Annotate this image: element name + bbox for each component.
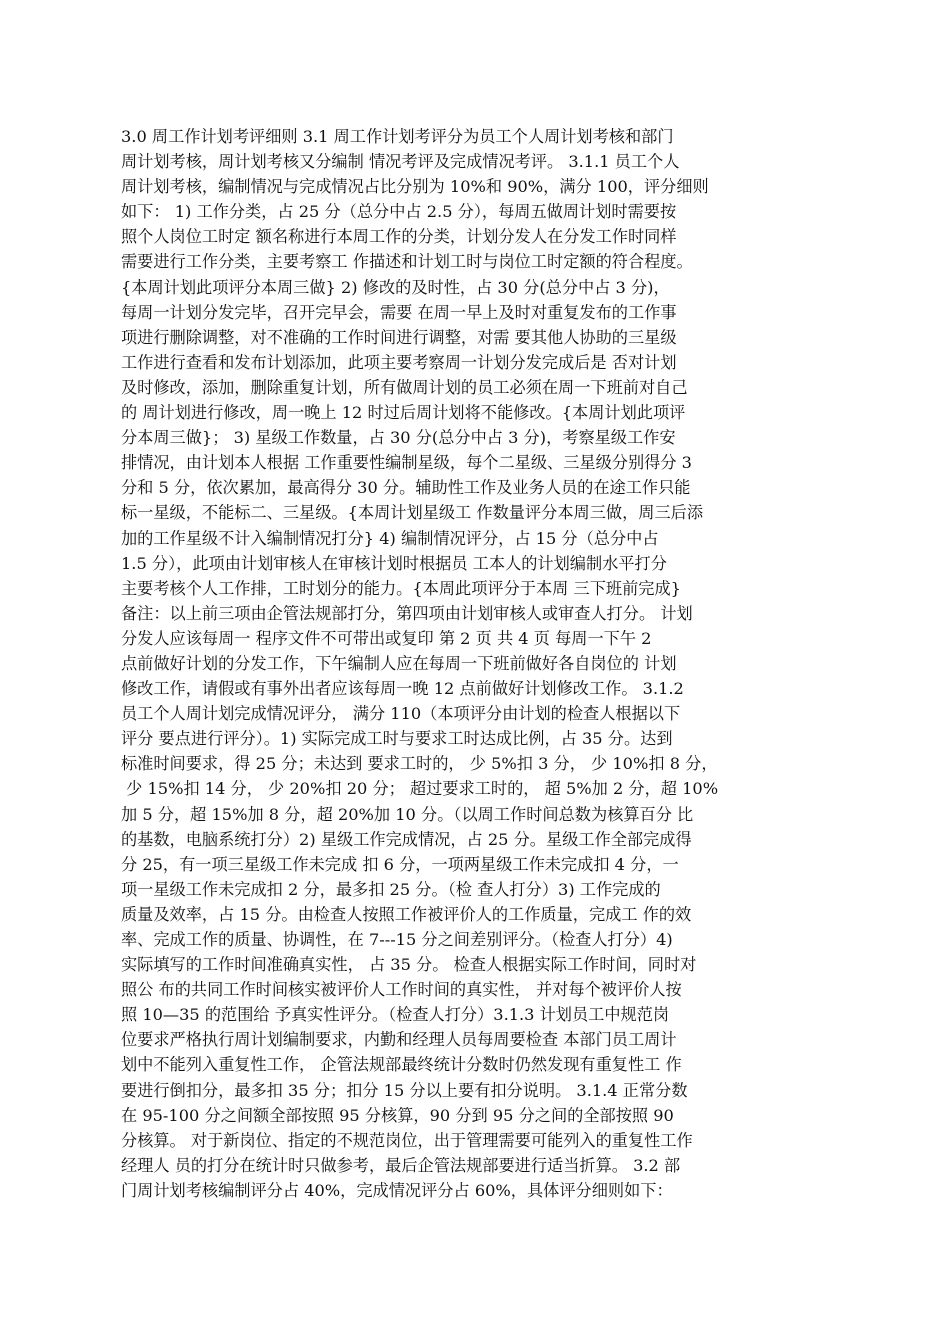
text-line: 分 25，有一项三星级工作未完成 扣 6 分，一项两星级工作未完成扣 4 分，一 <box>121 854 679 874</box>
text-line: 备注：以上前三项由企管法规部打分，第四项由计划审核人或审查人打分。 计划 <box>121 603 693 623</box>
text-line: 率、完成工作的质量、协调性，在 7---15 分之间差别评分。（检查人打分）4) <box>121 930 673 949</box>
text-line: 位要求严格执行周计划编制要求，内勤和经理人员每周要检查 本部门员工周计 <box>121 1030 677 1050</box>
text-line: 3.0 周工作计划考评细则 3.1 周工作计划考评分为员工个人周计划考核和部门 <box>121 127 674 146</box>
text-line: 分和 5 分，依次累加，最高得分 30 分。辅助性工作及业务人员的在途工作只能 <box>121 478 691 498</box>
text-line: {本周计划此项评分本周三做} 2) 修改的及时性，占 30 分(总分中占 3 分)， <box>121 277 670 297</box>
text-line: 经理人 员的打分在统计时只做参考，最后企管法规部要进行适当折算。 3.2 部 <box>121 1155 681 1175</box>
text-line: 要进行倒扣分，最多扣 35 分；扣分 15 分以上要有扣分说明。 3.1.4 正常分数 <box>121 1080 688 1100</box>
text-line: 主要考核个人工作排，工时划分的能力。{本周此项评分于本周 三下班前完成} <box>121 578 681 598</box>
text-line: 分核算。 对于新岗位、指定的不规范岗位，出于管理需要可能列入的重复性工作 <box>121 1130 693 1150</box>
text-line: 质量及效率，占 15 分。由检查人按照工作被评价人的工作质量，完成工 作的效 <box>121 904 692 924</box>
text-line: 项一星级工作未完成扣 2 分，最多扣 25 分。（检 查人打分）3) 工作完成的 <box>121 879 661 899</box>
text-line: 加的工作星级不计入编制情况打分} 4) 编制情况评分，占 15 分（总分中占 <box>121 528 659 548</box>
text-line: 点前做好计划的分发工作，下午编制人应在每周一下班前做好各自岗位的 计划 <box>121 653 677 673</box>
text-line: 分发人应该每周一 程序文件不可带出或复印 第 2 页 共 4 页 每周一下午 2 <box>121 628 652 648</box>
text-line: 排情况，由计划本人根据 工作重要性编制星级，每个二星级、三星级分别得分 3 <box>121 453 692 473</box>
text-line: 照个人岗位工时定 额名称进行本周工作的分类，计划分发人在分发工作时同样 <box>121 227 677 247</box>
text-line: 门周计划考核编制评分占 40%，完成情况评分占 60%，具体评分细则如下： <box>121 1180 673 1200</box>
text-line: 周计划考核，编制情况与完成情况占比分别为 10%和 90%，满分 100，评分细则 <box>121 177 709 197</box>
text-line: 如下： 1) 工作分类，占 25 分（总分中占 2.5 分），每周五做周计划时需要按 <box>121 202 677 222</box>
text-line: 项进行删除调整，对不准确的工作时间进行调整，对需 要其他人协助的三星级 <box>121 327 677 347</box>
text-line: 照 10—35 的范围给 予真实性评分。（检查人打分）3.1.3 计划员工中规范岗 <box>121 1005 670 1025</box>
text-line: 需要进行工作分类，主要考察工 作描述和计划工时与岗位工时定额的符合程度。 <box>121 252 693 272</box>
text-line: 少 15%扣 14 分， 少 20%扣 20 分； 超过要求工时的， 超 5%加 2 分，超 10% <box>121 779 719 799</box>
text-line: 每周一计划分发完毕，召开完早会，需要 在周一早上及时对重复发布的工作事 <box>121 302 677 322</box>
text-line: 评分 要点进行评分）。1) 实际完成工时与要求工时达成比例，占 35 分。达到 <box>121 729 673 749</box>
text-line: 照公 布的共同工作时间核实被评价人工作时间的真实性， 并对每个被评价人按 <box>121 980 682 1000</box>
text-line: 标准时间要求，得 25 分；未达到 要求工时的， 少 5%扣 3 分， 少 10%扣 8 分， <box>121 754 718 774</box>
text-line: 在 95-100 分之间额全部按照 95 分核算，90 分到 95 分之间的全部按照 90 <box>121 1105 674 1125</box>
document-body <box>121 124 831 1203</box>
text-line: 实际填写的工作时间准确真实性， 占 35 分。 检查人根据实际工作时间，同时对 <box>121 955 697 975</box>
text-line: 员工个人周计划完成情况评分， 满分 110（本项评分由计划的检查人根据以下 <box>121 704 681 724</box>
text-line: 工作进行查看和发布计划添加，此项主要考察周一计划分发完成后是 否对计划 <box>121 352 677 372</box>
text-line: 的基数，电脑系统打分）2) 星级工作完成情况，占 25 分。星级工作全部完成得 <box>121 829 692 849</box>
text-line: 及时修改，添加，删除重复计划，所有做周计划的员工必须在周一下班前对自己 <box>121 377 688 397</box>
text-line: 划中不能列入重复性工作， 企管法规部最终统计分数时仍然发现有重复性工 作 <box>121 1055 682 1075</box>
text-line: 加 5 分，超 15%加 8 分，超 20%加 10 分。（以周工作时间总数为核算百分 比 <box>121 804 694 824</box>
text-line: 分本周三做}； 3) 星级工作数量，占 30 分(总分中占 3 分)，考察星级工作安 <box>121 428 676 448</box>
text-line: 修改工作，请假或有事外出者应该每周一晚 12 点前做好计划修改工作。 3.1.2 <box>121 679 684 699</box>
text-line: 标一星级，不能标二、三星级。{本周计划星级工 作数量评分本周三做，周三后添 <box>121 503 704 523</box>
text-line: 的 周计划进行修改，周一晚上 12 时过后周计划将不能修改。{本周计划此项评 <box>121 403 686 423</box>
text-line: 周计划考核，周计划考核又分编制 情况考评及完成情况考评。 3.1.1 员工个人 <box>121 152 680 172</box>
text-line: 1.5 分），此项由计划审核人在审核计划时根据员 工本人的计划编制水平打分 <box>121 553 667 573</box>
